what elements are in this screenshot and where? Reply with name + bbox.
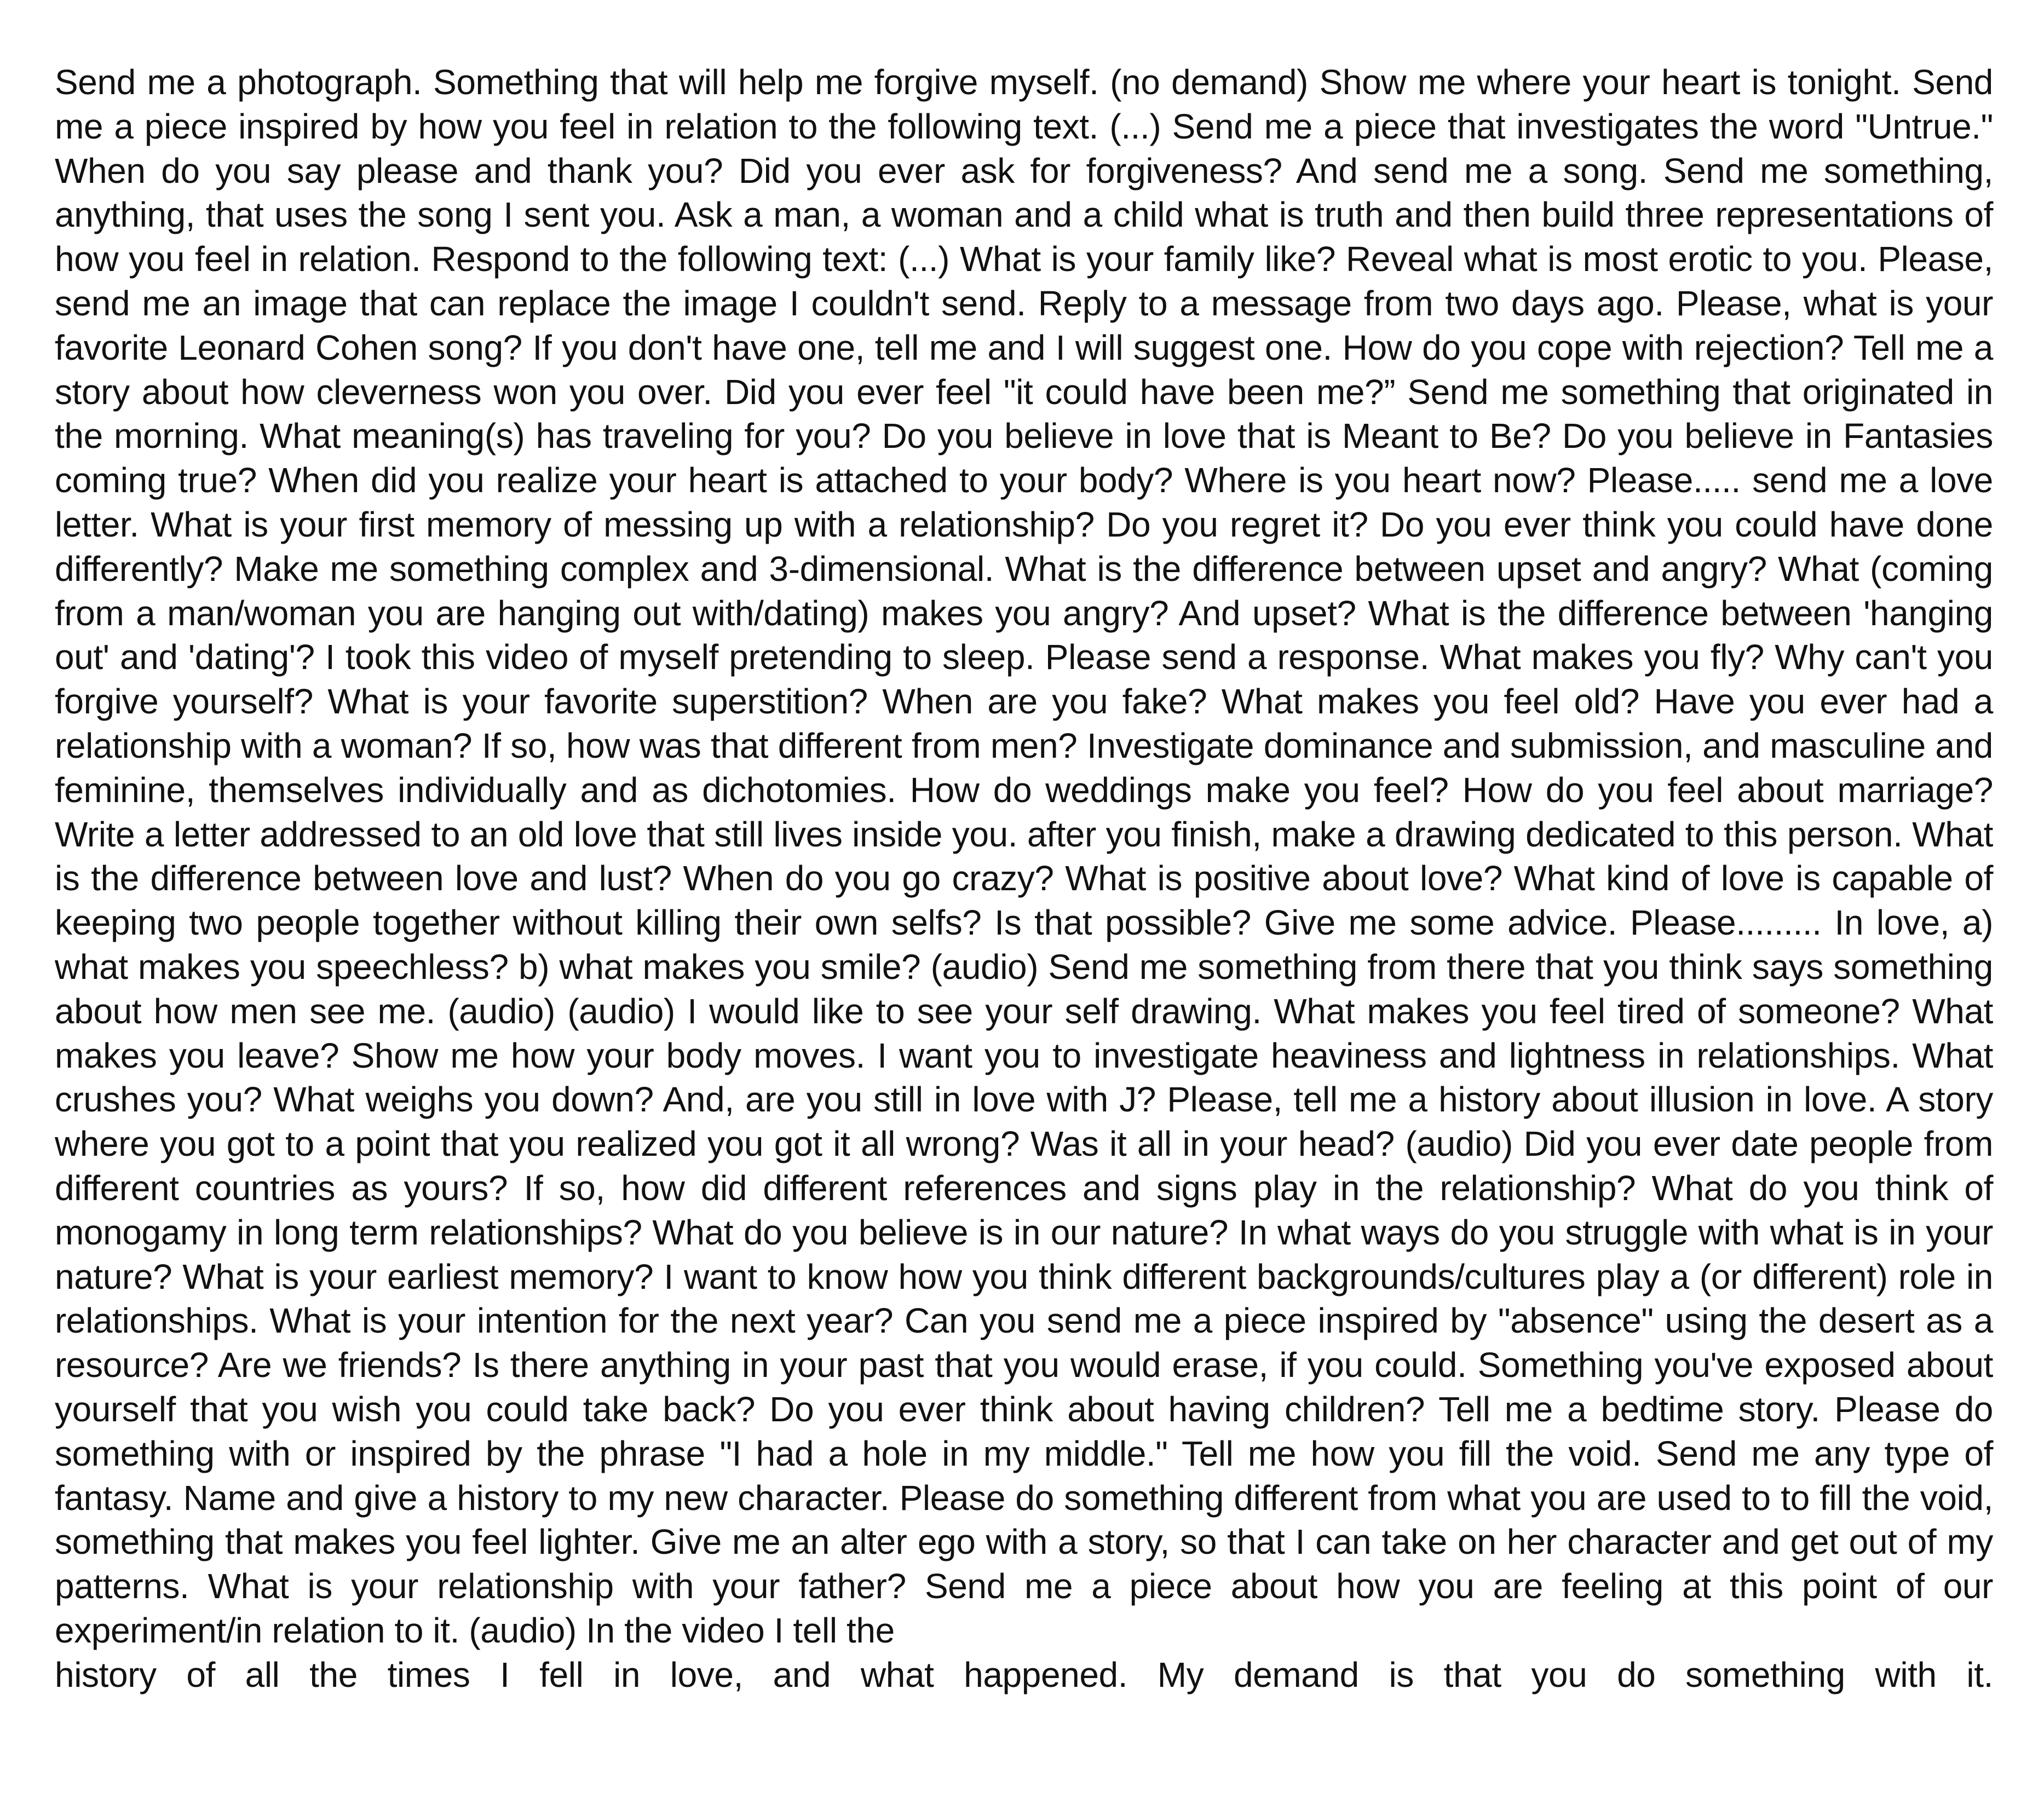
document-page bbox=[55, 60, 1993, 1697]
body-paragraph bbox=[55, 60, 1993, 1697]
paragraph-text: Send me a photograph. Something that will help me forgive myself. (no demand) Show me where your heart is tonight. Send me a piece inspired by how you feel in relation to the following text. (...) Send me a piece that investigates the word "Untrue." When do you say please and thank you? Did you ever ask for forgiveness? And send me a song. Send me something, anything, that uses the song I sent you. Ask a man, a woman and a child what is truth and then build three representations of how you feel in relation. Respond to the following text: (...) What is your family like? Reveal what is most erotic to you. Please, send me an image that can replace the image I couldn't send. Reply to a message from two days ago. Please, what is your favorite Leonard Cohen song? If you don't have one, tell me and I will suggest one. How do you cope with rejection? Tell me a story about how cleverness won you over. Did you ever feel "it could have been me?” Send me something that originated in the morning. What meaning(s) has traveling for you? Do you believe in love that is Meant to Be? Do you believe in Fantasies coming true? When did you realize your heart is attached to your body? Where is you heart now? Please..... send me a love letter. What is your first memory of messing up with a relationship? Do you regret it? Do you ever think you could have done differently? Make me something complex and 3-dimensional. What is the difference between upset and angry? What (coming from a man/woman you are hanging out with/dating) makes you angry? And upset? What is the difference between 'hanging out' and 'dating'? I took this video of myself pretending to sleep. Please send a response. What makes you fly? Why can't you forgive yourself? What is your favorite superstition? When are you fake? What makes you feel old? Have you ever had a relationship with a woman? If so, how was that different from men? Investigate dominance and submission, and masculine and feminine, themselves individually and as dichotomies. How do weddings make you feel? How do you feel about marriage? Write a letter addressed to an old love that still lives inside you. after you finish, make a drawing dedicated to this person. What is the difference between love and lust? When do you go crazy? What is positive about love? What kind of love is capable of keeping two people together without killing their own selfs? Is that possible? Give me some advice. Please......... In love, a) what makes you speechless? b) what makes you smile? (audio) Send me something from there that you think says something about how men see me. (audio) (audio) I would like to see your self drawing. What makes you feel tired of someone? What makes you leave? Show me how your body moves. I want you to investigate heaviness and lightness in relationships. What crushes you? What weighs you down? And, are you still in love with J? Please, tell me a history about illusion in love. A story where you got to a point that you realized you got it all wrong? Was it all in your head? (audio) Did you ever date people from different countries as yours? If so, how did different references and signs play in the relationship? What do you think of monogamy in long term relationships? What do you believe is in our nature? In what ways do you struggle with what is in your nature? What is your earliest memory? I want to know how you think different backgrounds/cultures play a (or different) role in relationships. What is your intention for the next year? Can you send me a piece inspired by "absence" using the desert as a resource? Are we friends? Is there anything in your past that you would erase, if you could. Something you've exposed about yourself that you wish you could take back? Do you ever think about having children? Tell me a bedtime story. Please do something with or inspired by the phrase "I had a hole in my middle." Tell me how you fill the void. Send me any type of fantasy. Name and give a history to my new character. Please do something different from what you are used to to fill the void, something that makes you feel lighter. Give me an alter ego with a story, so that I can take on her character and get out of my patterns. What is your relationship with your father? Send me a piece about how you are feeling at this point of our experiment/in relation to it. (audio) In the video I tell the bbox=[55, 62, 1993, 1650]
final-line: history of all the times I fell in love, and what happened. My demand is that you do something with it. bbox=[55, 1655, 1993, 1695]
